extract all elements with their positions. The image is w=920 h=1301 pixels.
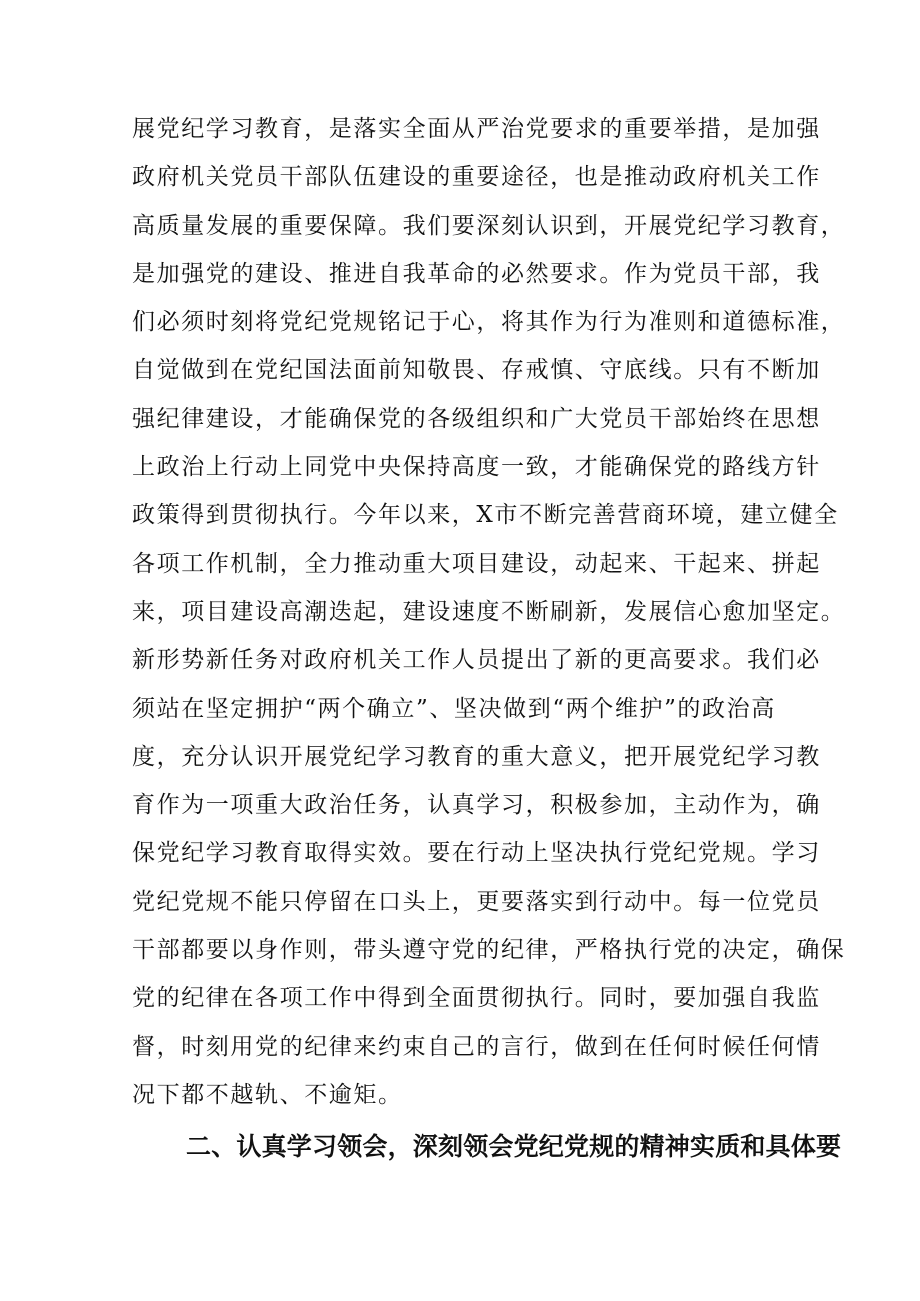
- text-line: 上政治上行动上同党中央保持高度一致，才能确保党的路线方针: [132, 454, 821, 481]
- text-line: 自觉做到在党纪国法面前知敬畏、存戒慎、守底线。只有不断加: [132, 357, 821, 384]
- text-line: 度，充分认识开展党纪学习教育的重大意义，把开展党纪学习教: [132, 743, 821, 770]
- text-line: 况下都不越轨、不逾矩。: [132, 1081, 403, 1108]
- text-line: 政策得到贯彻执行。今年以来，X市不断完善营商环境，建立健全: [132, 502, 839, 529]
- text-line: 是加强党的建设、推进自我革命的必然要求。作为党员干部，我: [132, 260, 821, 287]
- text-line: 党纪党规不能只停留在口头上，更要落实到行动中。每一位党员: [132, 888, 821, 915]
- section-heading: 二、认真学习领会，深刻领会党纪党规的精神实质和具体要: [186, 1132, 842, 1161]
- text-line: 须站在坚定拥护“两个确立”、坚决做到“两个维护”的政治高: [132, 695, 776, 722]
- body-paragraph: [132, 105, 846, 1119]
- text-line: 各项工作机制，全力推动重大项目建设，动起来、干起来、拼起: [132, 550, 821, 577]
- text-line: 强纪律建设，才能确保党的各级组织和广大党员干部始终在思想: [132, 405, 821, 432]
- text-line: 党的纪律在各项工作中得到全面贯彻执行。同时，要加强自我监: [132, 985, 821, 1012]
- text-line: 新形势新任务对政府机关工作人员提出了新的更高要求。我们必: [132, 647, 821, 674]
- text-line: 展党纪学习教育，是落实全面从严治党要求的重要举措，是加强: [132, 116, 821, 142]
- text-line: 督，时刻用党的纪律来约束自己的言行，做到在任何时候任何情: [132, 1033, 821, 1060]
- text-line: 高质量发展的重要保障。我们要深刻认识到，开展党纪学习教育，: [132, 212, 846, 239]
- text-line: 保党纪学习教育取得实效。要在行动上坚决执行党纪党规。学习: [132, 840, 821, 867]
- text-line: 育作为一项重大政治任务，认真学习，积极参加，主动作为，确: [132, 792, 821, 819]
- text-line: 来，项目建设高潮迭起，建设速度不断刷新，发展信心愈加坚定。: [132, 598, 846, 625]
- text-line: 政府机关党员干部队伍建设的重要途径，也是推动政府机关工作: [132, 164, 821, 191]
- text-line: 们必须时刻将党纪党规铭记于心，将其作为行为准则和道德标准，: [132, 309, 846, 336]
- text-line: 干部都要以身作则，带头遵守党的纪律，严格执行党的决定，确保: [132, 937, 846, 964]
